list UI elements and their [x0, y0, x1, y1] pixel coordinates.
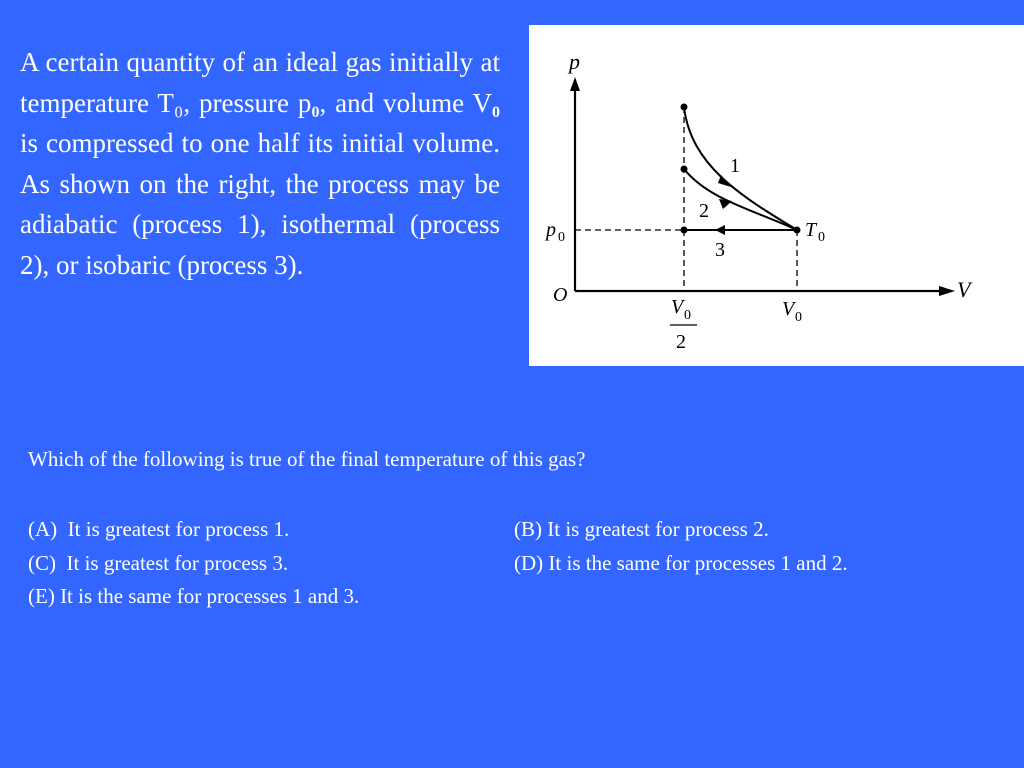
process-3-endpoint [681, 227, 688, 234]
half-v0-denominator: 2 [676, 331, 686, 353]
process-1-label: 1 [730, 155, 740, 177]
y-axis-label: p [569, 49, 580, 74]
choice-b: (B) It is greatest for process 2. [514, 517, 769, 541]
answer-choices [28, 513, 1008, 614]
pv-diagram [529, 25, 1024, 366]
intro-text-d: is compressed to one half its initial volume. As shown on the right, the process may be adiabatic (process 1), isothermal (process 2), or isobaric (process 3). [20, 128, 500, 280]
choice-row-2 [28, 547, 1008, 581]
p0-axis-label-subscript: 0 [558, 230, 565, 245]
x-axis-arrow-icon [939, 286, 955, 296]
intro-text-a: A certain quantity of an ideal gas initially at temperature T [20, 47, 500, 118]
x-axis-label: V [957, 277, 971, 302]
choice-e: (E) It is the same for processes 1 and 3. [28, 584, 360, 608]
choice-d: (D) It is the same for processes 1 and 2. [514, 550, 848, 575]
choice-c: (C) It is greatest for process 3. [28, 550, 289, 575]
choice-a: (A) It is greatest for process 1. [28, 517, 290, 541]
v0-tick-label-subscript: 0 [795, 310, 802, 325]
origin-label: O [553, 284, 568, 306]
half-v0-numerator: V [671, 296, 684, 318]
process-3-arrow-icon [715, 225, 725, 235]
process-2-label: 2 [699, 200, 709, 222]
process-2-arrow-icon [719, 199, 732, 209]
pv-diagram-panel [529, 25, 1024, 366]
p0-subscript: 0 [311, 103, 320, 121]
p0-axis-label: p [546, 219, 556, 241]
choice-row-3 [28, 580, 1008, 614]
problem-statement [20, 42, 500, 285]
y-axis-arrow-icon [570, 77, 580, 91]
process-3-label: 3 [715, 239, 725, 261]
t0-label: T [805, 219, 817, 241]
process-2-endpoint [681, 166, 688, 173]
intro-text-c: , and volume V [319, 87, 493, 118]
choice-row-1 [28, 513, 1008, 547]
initial-state-point [794, 227, 801, 234]
question-text: Which of the following is true of the final temperature of this gas? [28, 447, 586, 471]
temperature-subscript-glyph: ₀ [173, 87, 184, 118]
intro-text-b: , pressure p [183, 87, 312, 118]
v0-subscript: 0 [492, 103, 501, 121]
process-1-endpoint [681, 104, 688, 111]
half-v0-numerator-subscript: 0 [684, 308, 691, 323]
t0-label-subscript: 0 [818, 230, 825, 245]
v0-tick-label: V [782, 298, 795, 320]
